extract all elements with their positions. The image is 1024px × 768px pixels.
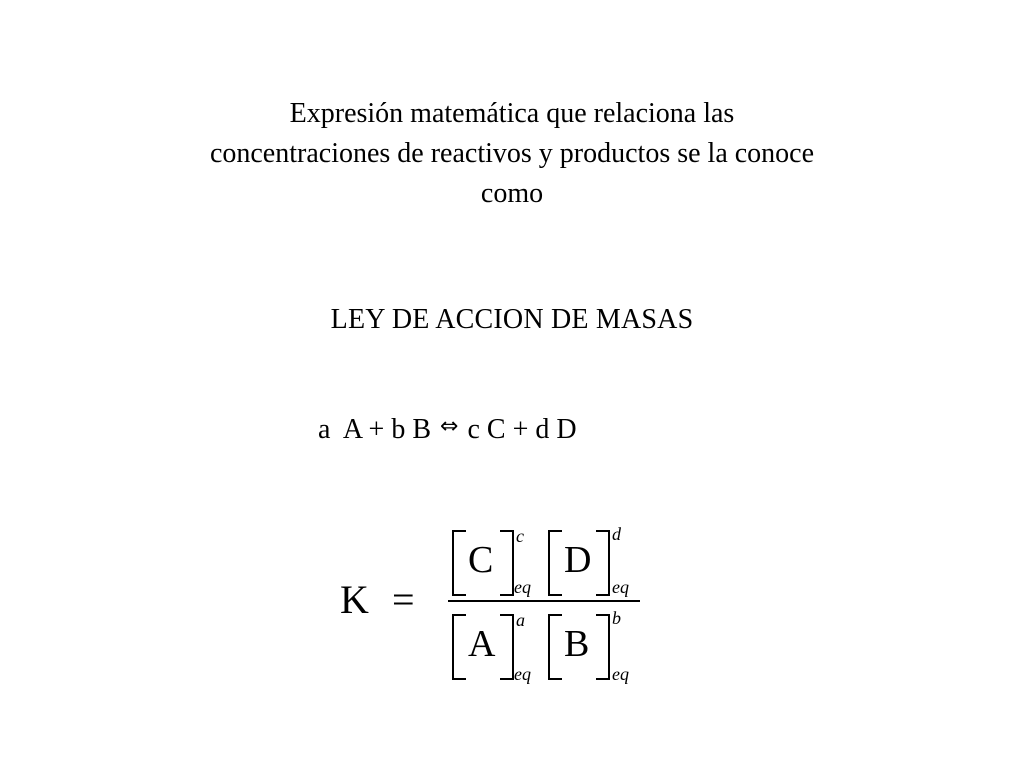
fraction-bar <box>448 600 640 602</box>
left-bracket <box>452 530 466 596</box>
intro-line-3: como <box>480 178 544 209</box>
numerator-term-d <box>548 530 610 594</box>
formula-k-symbol: K <box>340 577 369 622</box>
left-bracket <box>548 614 562 680</box>
right-bracket <box>500 530 514 596</box>
law-title: LEY DE ACCION DE MASAS <box>330 304 694 335</box>
species-label: B <box>564 623 590 665</box>
intro-line-2: concentraciones de reactivos y productos se la conoce <box>209 138 815 169</box>
numerator-term-c <box>452 530 514 594</box>
right-bracket <box>500 614 514 680</box>
left-bracket <box>548 530 562 596</box>
right-bracket <box>596 530 610 596</box>
exponent-label: c <box>516 526 524 546</box>
subscript-label: eq <box>514 664 531 684</box>
right-bracket <box>596 614 610 680</box>
formula-equals-sign: = <box>392 577 415 622</box>
subscript-label: eq <box>612 664 629 684</box>
exponent-label: a <box>516 610 525 630</box>
denominator-term-a <box>452 614 514 678</box>
species-label: D <box>564 539 592 581</box>
reaction-products: c C + d D <box>467 414 577 445</box>
exponent-label: d <box>612 524 621 544</box>
equilibrium-arrow-icon: ⇔ <box>440 414 459 439</box>
subscript-label: eq <box>612 577 629 597</box>
subscript-label: eq <box>514 577 531 597</box>
left-bracket <box>452 614 466 680</box>
species-label: A <box>468 623 496 665</box>
denominator-term-b <box>548 614 610 678</box>
species-label: C <box>468 539 494 581</box>
exponent-label: b <box>612 608 621 628</box>
reaction-reactants: a A + b B <box>318 414 432 445</box>
intro-line-1: Expresión matemática que relaciona las <box>289 98 735 129</box>
